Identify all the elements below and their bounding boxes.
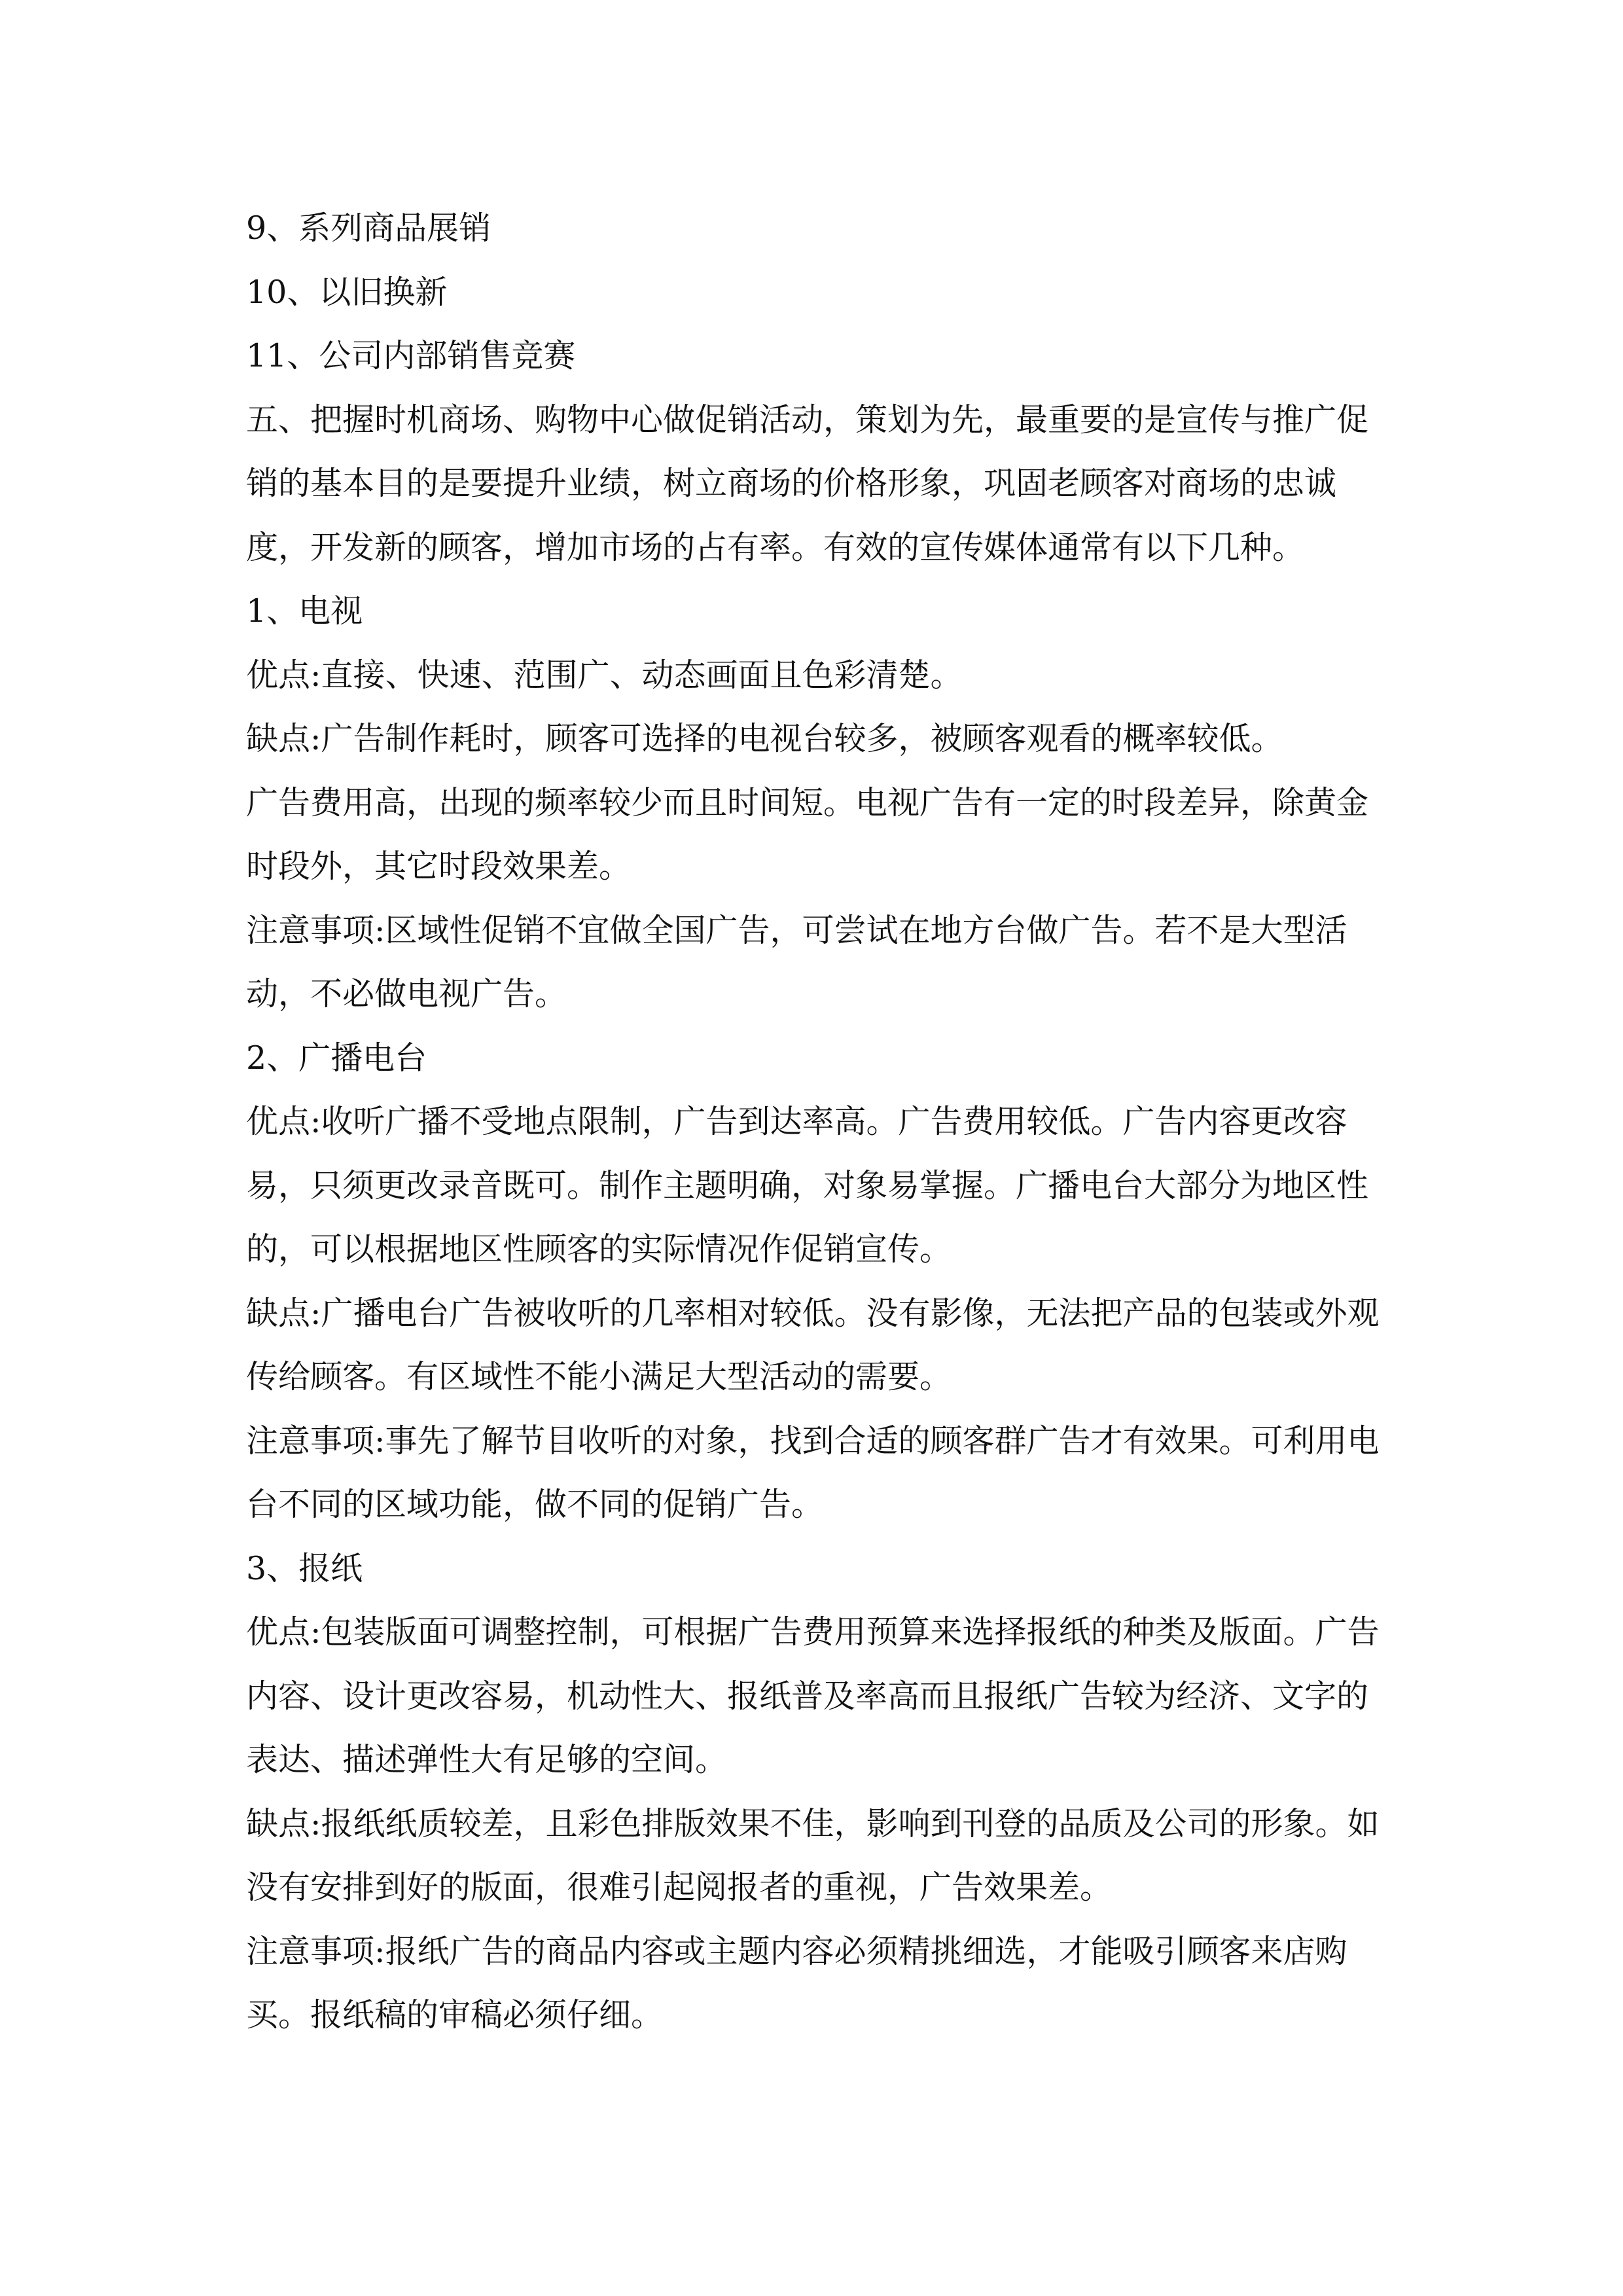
tv-advantages: 优点:直接、快速、范围广、动态画面且色彩清楚。 <box>246 656 963 694</box>
list-item-10: 10、以旧换新 <box>246 273 448 311</box>
radio-notes: 注意事项:事先了解节目收听的对象，找到合适的顾客群广告才有效果。可利用电台不同的区域功能，做不同的促销广告。 <box>246 1422 1380 1523</box>
newspaper-advantages: 优点:包装版面可调整控制，可根据广告费用预算来选择报纸的种类及版面。广告内容、设计更改容易，机动性大、报纸普及率高而且报纸广告较为经济、文字的表达、描述弹性大有足够的空间。 <box>246 1613 1380 1778</box>
list-item-9: 9、系列商品展销 <box>246 209 491 247</box>
newspaper-disadvantages: 缺点:报纸纸质较差，且彩色排版效果不佳，影响到刊登的品质及公司的形象。如没有安排到好的版面，很难引起阅报者的重视，广告效果差。 <box>246 1804 1380 1906</box>
heading-radio: 2、广播电台 <box>246 1039 427 1077</box>
section-five-paragraph: 五、把握时机商场、购物中心做促销活动，策划为先，最重要的是宣传与推广促销的基本目的是要提升业绩，树立商场的价格形象，巩固老顾客对商场的忠诚度，开发新的顾客，增加市场的占有率。有效的宣传媒体通常有以下几种。 <box>246 401 1369 566</box>
list-item-11: 11、公司内部销售竞赛 <box>246 337 576 374</box>
radio-disadvantages: 缺点:广播电台广告被收听的几率相对较低。没有影像，无法把产品的包装或外观传给顾客。有区域性不能小满足大型活动的需要。 <box>246 1294 1380 1395</box>
tv-cost-note: 广告费用高，出现的频率较少而且时间短。电视广告有一定的时段差异，除黄金时段外，其它时段效果差。 <box>246 783 1369 885</box>
document-body <box>246 196 1385 2047</box>
heading-tv: 1、电视 <box>246 592 363 630</box>
tv-disadvantages: 缺点:广告制作耗时，顾客可选择的电视台较多，被顾客观看的概率较低。 <box>246 720 1283 757</box>
radio-advantages: 优点:收听广播不受地点限制，广告到达率高。广告费用较低。广告内容更改容易，只须更改录音既可。制作主题明确，对象易掌握。广播电台大部分为地区性的，可以根据地区性顾客的实际情况作促销宣传。 <box>246 1103 1369 1268</box>
heading-newspaper: 3、报纸 <box>246 1549 363 1587</box>
tv-notes: 注意事项:区域性促销不宜做全国广告，可尝试在地方台做广告。若不是大型活动，不必做电视广告。 <box>246 911 1347 1013</box>
newspaper-notes: 注意事项:报纸广告的商品内容或主题内容必须精挑细选，才能吸引顾客来店购买。报纸稿的审稿必须仔细。 <box>246 1932 1347 2034</box>
